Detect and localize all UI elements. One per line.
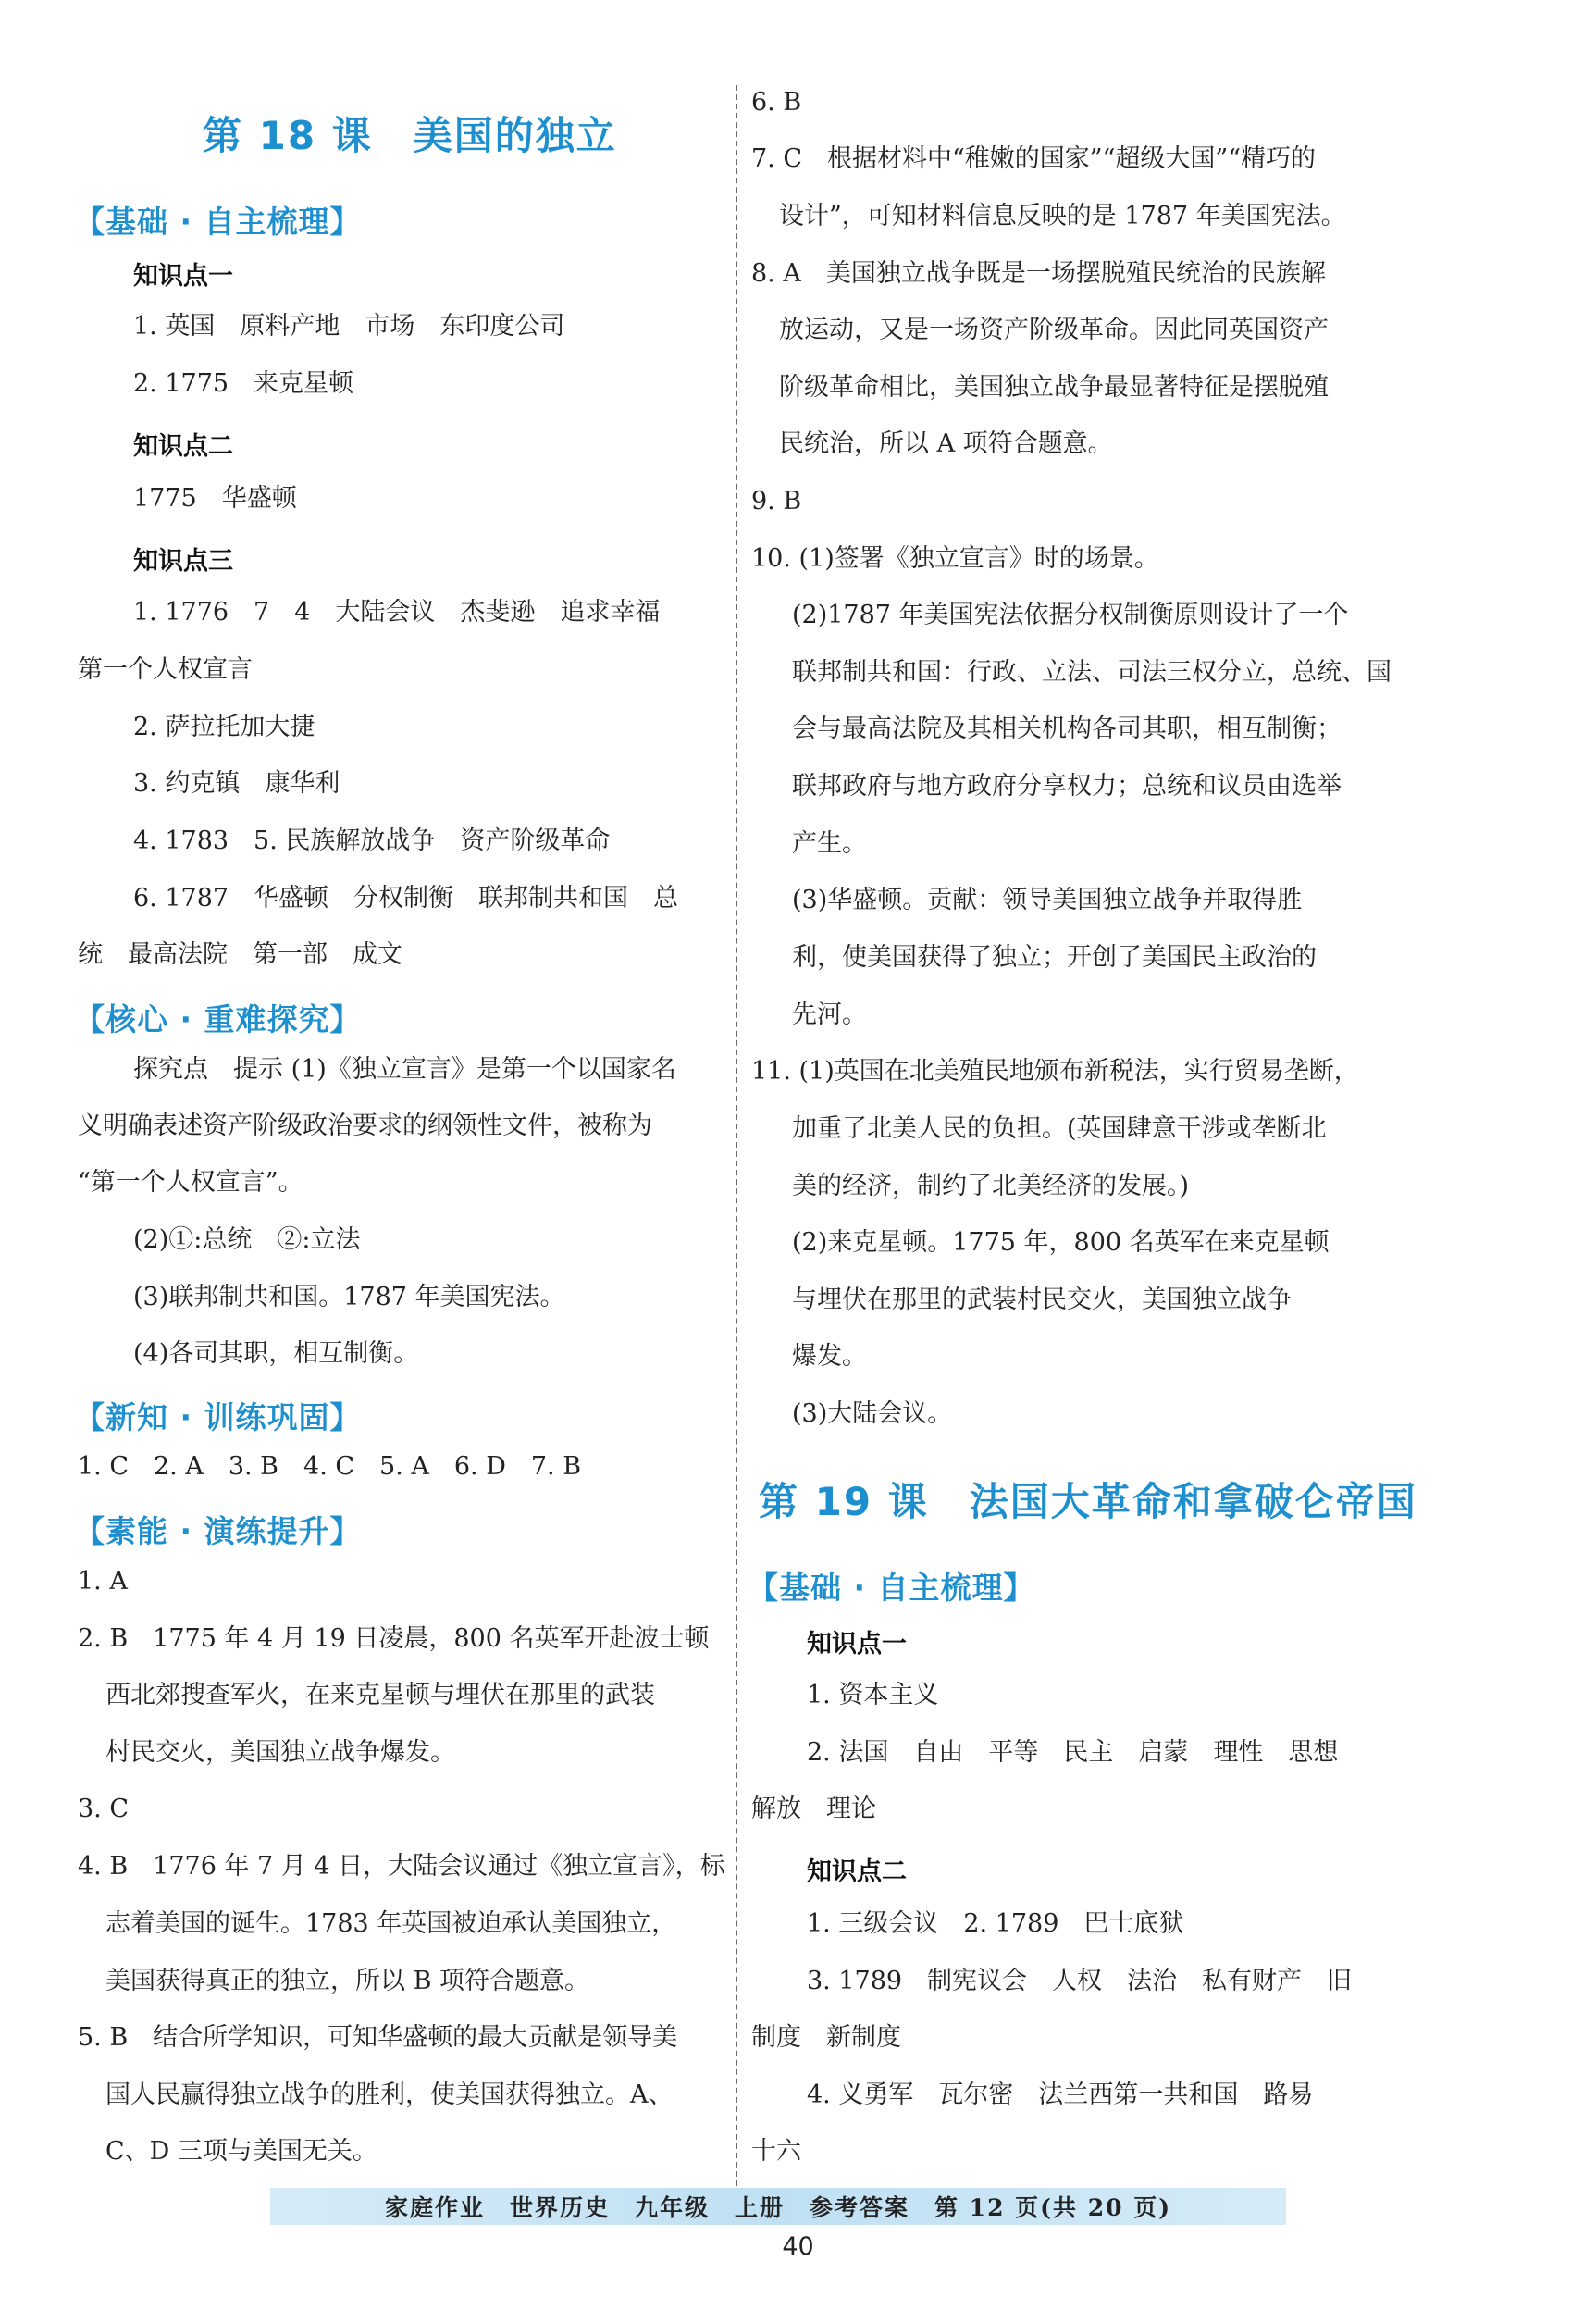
answer-line: 阶级革命相比，美国独立战争最显著特征是摆脱殖 xyxy=(779,373,1329,402)
footer-band xyxy=(270,2188,1286,2225)
answer-line: 会与最高法院及其相关机构各司其职，相互制衡； xyxy=(792,714,1342,743)
answer-line: 4. 1783 5. 民族解放战争 资产阶级革命 xyxy=(133,826,611,855)
answer-line: 1. 三级会议 2. 1789 巴士底狱 xyxy=(807,1909,1184,1938)
section-new-heading: 【新知 · 训练巩固】 xyxy=(74,1399,362,1435)
answer-line: 利，使美国获得了独立；开创了美国民主政治的 xyxy=(792,943,1317,972)
answer-line: 1775 华盛顿 xyxy=(133,484,297,513)
answer-line: 加重了北美人民的负担。(英国肆意干涉或垄断北 xyxy=(792,1114,1327,1143)
answer-line: 美的经济，制约了北美经济的发展。) xyxy=(792,1172,1190,1200)
knowledge-point-2: 知识点二 xyxy=(807,1857,907,1886)
answer-line: 7. C 根据材料中“稚嫩的国家”“超级大国”“精巧的 xyxy=(751,144,1317,173)
answer-line: (3)华盛顿。贡献：领导美国独立战争并取得胜 xyxy=(792,886,1303,914)
answer-line: 9. B xyxy=(751,487,802,516)
knowledge-point-2: 知识点二 xyxy=(133,432,233,461)
answer-line: 4. 义勇军 瓦尔密 法兰西第一共和国 路易 xyxy=(807,2081,1314,2109)
answer-line: 美国获得真正的独立，所以 B 项符合题意。 xyxy=(105,1967,590,1995)
answer-line: (2)来克星顿。1775 年，800 名英军在来克星顿 xyxy=(792,1228,1330,1257)
answer-line: 志着美国的诞生。1783 年英国被迫承认美国独立， xyxy=(105,1909,677,1938)
answer-line: 6. B xyxy=(751,88,802,117)
answer-line: 6. 1787 华盛顿 分权制衡 联邦制共和国 总 xyxy=(133,884,679,913)
answer-line: 2. 萨拉托加大捷 xyxy=(133,713,315,741)
section-basic-heading: 【基础 · 自主梳理】 xyxy=(74,204,362,240)
answer-line: 爆发。 xyxy=(792,1342,867,1371)
answer-line: 1. 英国 原料产地 市场 东印度公司 xyxy=(133,312,565,341)
answer-line: 放运动，又是一场资产阶级革命。因此同英国资产 xyxy=(779,316,1329,344)
knowledge-point-1: 知识点一 xyxy=(133,262,233,291)
answer-line: 探究点 提示 (1)《独立宣言》是第一个以国家名 xyxy=(133,1055,676,1084)
answer-line: 4. B 1776 年 7 月 4 日，大陆会议通过《独立宣言》，标 xyxy=(78,1852,725,1881)
answer-line: 解放 理论 xyxy=(751,1795,876,1823)
answer-line: “第一个人权宣言”。 xyxy=(78,1168,303,1197)
answer-line: C、D 三项与美国无关。 xyxy=(105,2137,377,2166)
section-skill-heading: 【素能 · 演练提升】 xyxy=(74,1513,362,1549)
answer-line: 义明确表述资产阶级政治要求的纲领性文件，被称为 xyxy=(78,1112,652,1140)
answer-line: 3. 约克镇 康华利 xyxy=(133,769,340,798)
answer-line: 十六 xyxy=(751,2137,801,2166)
answer-line: 11. (1)英国在北美殖民地颁布新税法，实行贸易垄断， xyxy=(751,1057,1359,1086)
section-basic-heading: 【基础 · 自主梳理】 xyxy=(748,1570,1035,1606)
knowledge-point-1: 知识点一 xyxy=(807,1630,907,1658)
lesson-19-title: 第 19 课 法国大革命和拿破仑帝国 xyxy=(759,1479,1417,1524)
answer-line: 第一个人权宣言 xyxy=(78,655,253,684)
answer-line: 5. B 结合所学知识，可知华盛顿的最大贡献是领导美 xyxy=(78,2023,678,2052)
answer-line: 1. A xyxy=(78,1567,128,1596)
page-number: 40 xyxy=(782,2232,814,2261)
answer-line: 3. 1789 制宪议会 人权 法治 私有财产 旧 xyxy=(807,1967,1353,1995)
answer-line: 先河。 xyxy=(792,1000,867,1029)
lesson-18-title: 第 18 课 美国的独立 xyxy=(203,113,617,158)
answer-line: 民统治，所以 A 项符合题意。 xyxy=(779,429,1113,458)
answer-line: 2. B 1775 年 4 月 19 日凌晨，800 名英军开赴波士顿 xyxy=(78,1624,710,1653)
answer-line: (4)各司其职，相互制衡。 xyxy=(133,1339,419,1368)
answer-line: 2. 法国 自由 平等 民主 启蒙 理性 思想 xyxy=(807,1738,1339,1767)
answer-line: 制度 新制度 xyxy=(751,2023,901,2052)
knowledge-point-3: 知识点三 xyxy=(133,547,233,576)
answer-line: 2. 1775 来克星顿 xyxy=(133,369,354,398)
answer-line: 与埋伏在那里的武装村民交火，美国独立战争 xyxy=(792,1286,1292,1314)
answer-line: 联邦政府与地方政府分享权力；总统和议员由选举 xyxy=(792,772,1342,801)
answer-line: 国人民赢得独立战争的胜利，使美国获得独立。A、 xyxy=(105,2081,674,2109)
answer-line: 西北郊搜查军火，在来克星顿与埋伏在那里的武装 xyxy=(105,1681,655,1709)
section-core-heading: 【核心 · 重难探究】 xyxy=(74,1001,362,1037)
answer-line: 1. 1776 7 4 大陆会议 杰斐逊 追求幸福 xyxy=(133,598,661,627)
answer-line: 10. (1)签署《独立宣言》时的场景。 xyxy=(751,544,1159,573)
answer-line: 1. C 2. A 3. B 4. C 5. A 6. D 7. B xyxy=(78,1452,582,1481)
footer-text: 家庭作业 世界历史 九年级 上册 参考答案 第 12 页(共 20 页) xyxy=(384,2194,1172,2221)
column-divider xyxy=(736,85,737,2186)
answer-line: 联邦制共和国：行政、立法、司法三权分立，总统、国 xyxy=(792,658,1392,687)
answer-line: (2)1787 年美国宪法依据分权制衡原则设计了一个 xyxy=(792,601,1349,629)
answer-line: 3. C xyxy=(78,1795,130,1823)
answer-line: (3)大陆会议。 xyxy=(792,1399,953,1428)
answer-line: 村民交火，美国独立战争爆发。 xyxy=(105,1738,455,1767)
answer-line: (2)①:总统 ②:立法 xyxy=(133,1225,361,1254)
answer-line: 产生。 xyxy=(792,829,867,858)
answer-line: (3)联邦制共和国。1787 年美国宪法。 xyxy=(133,1283,565,1311)
answer-line: 8. A 美国独立战争既是一场摆脱殖民统治的民族解 xyxy=(751,259,1326,288)
answer-line: 统 最高法院 第一部 成文 xyxy=(78,940,402,969)
answer-line: 1. 资本主义 xyxy=(807,1681,939,1709)
answer-line: 设计”，可知材料信息反映的是 1787 年美国宪法。 xyxy=(779,202,1346,230)
